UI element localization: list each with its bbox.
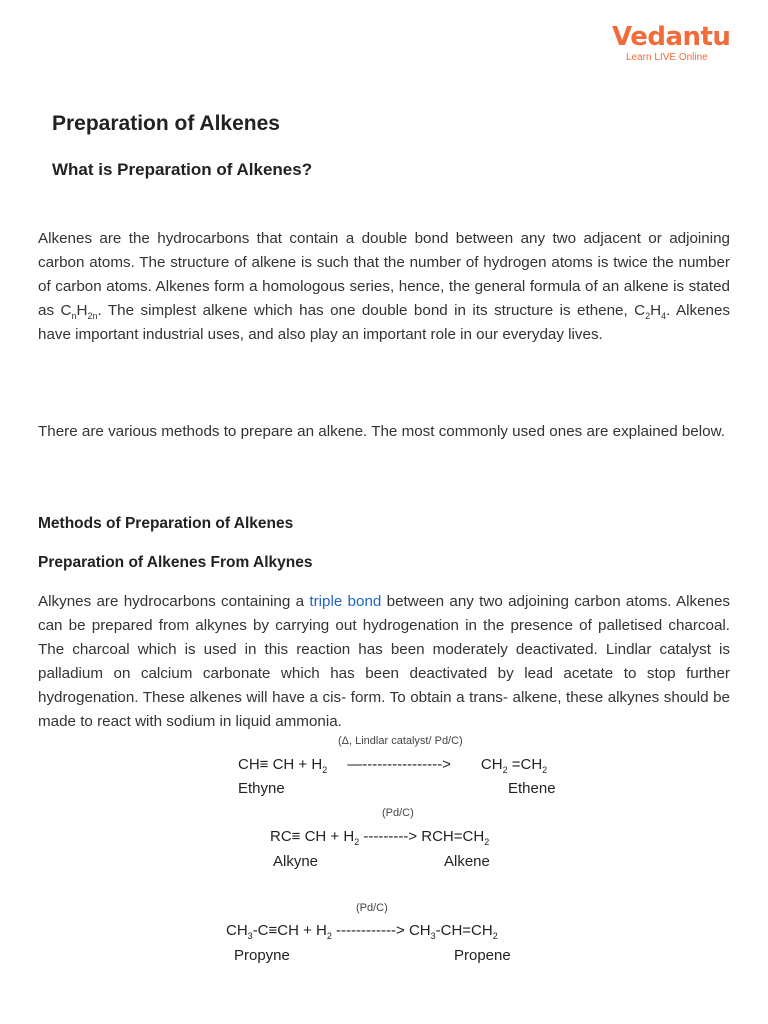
reaction3-equation — [226, 922, 498, 939]
r3-rhs-b: -CH=CH — [435, 922, 493, 939]
alkynes-text-a: Alkynes are hydrocarbons containing a — [38, 593, 310, 610]
r3-lhs-sub1: 3 — [247, 931, 253, 941]
methods-paragraph: There are various methods to prepare an alkene. The most commonly used ones are explained below. — [38, 423, 725, 440]
r1-rhs-b: =CH — [507, 756, 543, 773]
r1-lhs-sub: 2 — [322, 765, 328, 775]
formula-2n: 2n — [87, 311, 98, 322]
r1-rhs-sub2: 2 — [542, 765, 548, 775]
vedantu-logo — [612, 22, 731, 72]
r3-lhs-b: -C≡CH + H — [252, 922, 327, 939]
intro-text-1: Alkenes are the hydrocarbons that contain a double bond between any two adjacent or adjoining carbon atoms. The structure of alkene is such that the number of hydrogen atoms is twice the number of carbon atoms. Alkenes form a homologous series, hence, the general formula of an alkene is stated as — [38, 230, 730, 319]
reaction1-condition: (Δ, Lindlar catalyst/ Pd/C) — [338, 735, 463, 747]
r2-rhs: RCH=CH — [421, 828, 485, 845]
ethene-h-sub: 4 — [661, 311, 667, 322]
ethene-h: H — [650, 302, 662, 319]
r1-rhs-a: CH — [480, 756, 503, 773]
reaction2-equation — [270, 828, 489, 845]
page-title: Preparation of Alkenes — [52, 112, 280, 135]
reaction2-condition: (Pd/C) — [382, 807, 414, 819]
r3-lhs-a: CH — [226, 922, 248, 939]
r3-arrow: ------------> — [331, 922, 409, 939]
r1-rhs-sub1: 2 — [502, 765, 508, 775]
triple-bond-link[interactable]: triple bond — [309, 593, 382, 610]
r1-lhs: CH≡ CH + H — [238, 756, 323, 773]
alkynes-paragraph — [38, 590, 730, 734]
reaction2-lhs-name: Alkyne — [273, 853, 319, 870]
alkynes-heading: Preparation of Alkenes From Alkynes — [38, 554, 313, 571]
reaction1-rhs-name: Ethene — [508, 780, 556, 797]
r1-arrow: —----------------> — [347, 756, 451, 773]
r3-rhs-sub2: 2 — [492, 931, 498, 941]
logo-tagline: Learn LIVE Online — [626, 52, 708, 63]
methods-heading: Methods of Preparation of Alkenes — [38, 515, 294, 532]
ethene-c-sub: 2 — [645, 311, 651, 322]
intro-paragraph — [38, 227, 730, 347]
formula-h: H — [76, 302, 88, 319]
reaction1-equation — [238, 756, 547, 773]
reaction3-condition: (Pd/C) — [356, 902, 388, 914]
intro-text-3: . Alkenes have important industrial uses, and also play an important role in our everyday lives. — [38, 302, 731, 343]
r2-arrow: ---------> — [359, 828, 422, 845]
reaction3-lhs-name: Propyne — [234, 947, 290, 964]
formula-c: C — [60, 302, 72, 319]
question-heading: What is Preparation of Alkenes? — [52, 160, 313, 179]
intro-text-2: . The simplest alkene which has one double bond in its structure is ethene, — [97, 302, 635, 319]
r2-lhs: RC≡ CH + H — [270, 828, 355, 845]
alkynes-text-b: between any two adjoining carbon atoms. Alkenes can be prepared from alkynes by carrying out hydrogenation in the presence of palletised charcoal. The charcoal which is used in this reaction has been moderately deactivated. Lindlar catalyst is palladium on calcium carbonate which has been deactivated by lead acetate to stop further hydrogenation. These alkenes will have a cis- form. To obtain a trans- alkene, these alkynes should be made to react with sodium in liquid ammonia. — [38, 593, 731, 730]
reaction3-rhs-name: Propene — [454, 947, 511, 964]
r3-rhs-sub: 3 — [430, 931, 436, 941]
r3-rhs-a: CH — [408, 922, 431, 939]
formula-n: n — [71, 311, 77, 322]
r3-lhs-sub2: 2 — [326, 931, 332, 941]
r2-lhs-sub: 2 — [354, 837, 360, 847]
reaction2-rhs-name: Alkene — [444, 853, 490, 870]
r2-rhs-sub: 2 — [484, 837, 490, 847]
ethene-c: C — [634, 302, 646, 319]
logo-brand: Vedantu — [612, 22, 731, 52]
reaction1-lhs-name: Ethyne — [238, 780, 285, 797]
